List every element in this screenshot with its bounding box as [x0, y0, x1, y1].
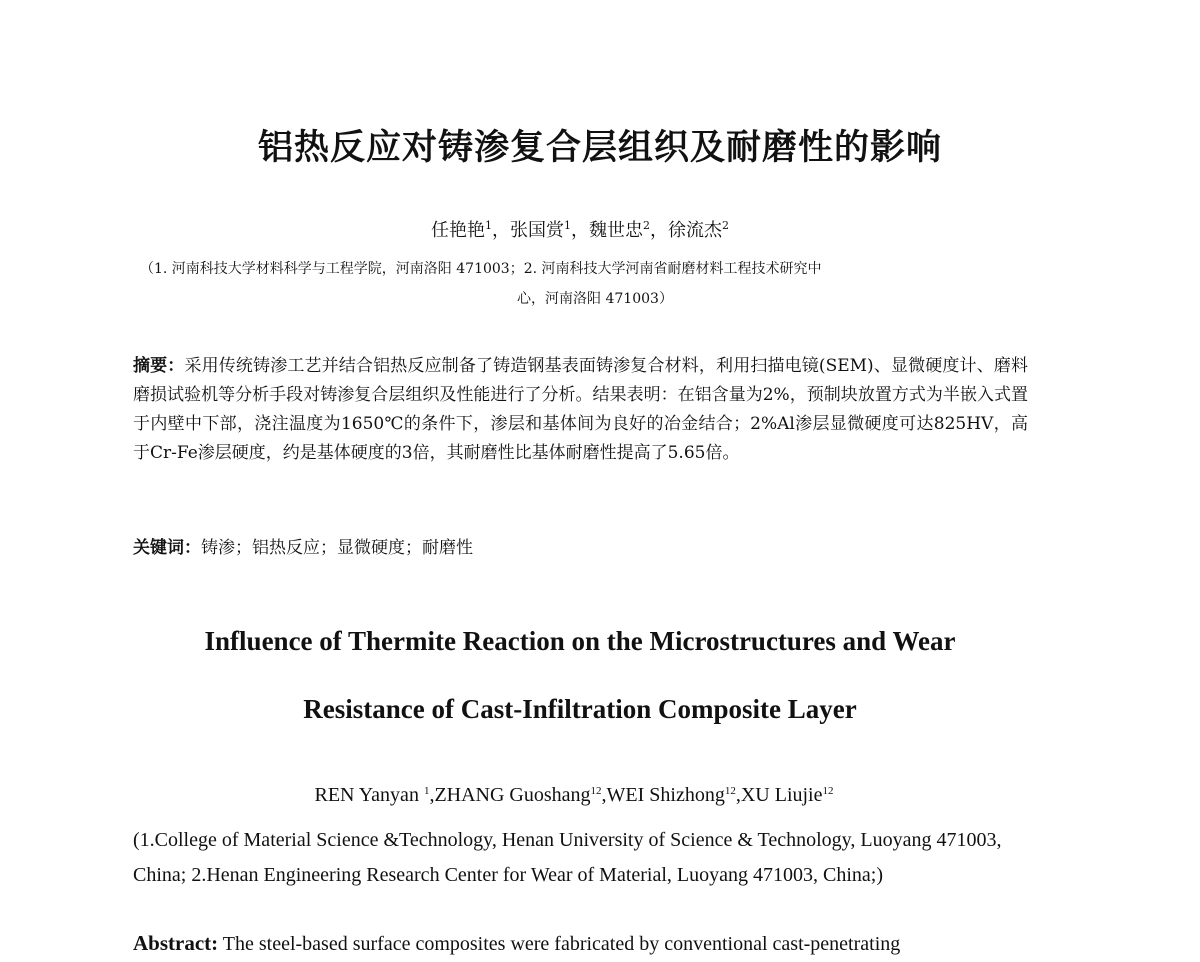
chinese-affiliation-line-1: （1. 河南科技大学材料科学与工程学院，河南洛阳 471003；2. 河南科技大学河南省耐磨材料工程技术研究中 [140, 261, 822, 277]
author-name: WEI Shizhong [606, 784, 725, 806]
english-affiliations: (1.College of Material Science &Technology, Henan University of Science & Technology, Luoyang 471003, China; 2.Henan Engineering Research Center for Wear of Material, Luoyang 471003, China;) [133, 829, 1002, 886]
chinese-affiliation-line-2: 心，河南洛阳 471003） [517, 291, 673, 307]
english-abstract-label: Abstract: [133, 931, 219, 955]
author-name: 徐流杰 [668, 220, 722, 241]
english-author-list [0, 784, 1148, 807]
author-affiliation-mark: 2 [722, 219, 729, 232]
chinese-keywords-text: 铸渗；铝热反应；显微硬度；耐磨性 [201, 538, 473, 558]
author-separator: ， [650, 220, 668, 241]
english-abstract-text: The steel-based surface composites were fabricated by conventional cast-penetrating [218, 933, 901, 955]
author-separator: , [429, 784, 435, 806]
author-name: ZHANG Guoshang [434, 784, 591, 806]
english-abstract [133, 926, 1033, 962]
author-affiliation-mark: 12 [822, 785, 834, 797]
author-name: REN Yanyan [314, 784, 424, 806]
author-affiliation-mark: 1 [423, 785, 430, 797]
chinese-abstract-label: 摘要： [133, 356, 185, 376]
chinese-title: 铝热反应对铸渗复合层组织及耐磨性的影响 [257, 128, 942, 168]
author-affiliation-mark: 12 [590, 785, 602, 797]
english-title-line-2: Resistance of Cast-Infiltration Composite Layer [303, 694, 857, 724]
author-separator: , [735, 784, 741, 806]
chinese-affiliations [140, 254, 1050, 314]
author-name: 张国赏 [510, 220, 564, 241]
english-title-line-1: Influence of Thermite Reaction on the Microstructures and Wear [204, 626, 956, 656]
chinese-abstract-text: 采用传统铸渗工艺并结合铝热反应制备了铸造钢基表面铸渗复合材料，利用扫描电镜(SEM)、显微硬度计、磨料磨损试验机等分析手段对铸渗复合层组织及性能进行了分析。结果表明：在铝含量为2%，预制块放置方式为半嵌入式置于内壁中下部，浇注温度为1650℃的条件下，渗层和基体间为良好的冶金结合；2%Al渗层显微硬度可达825HV，高于Cr-Fe渗层硬度，约是基体硬度的3倍，其耐磨性比基体耐磨性提高了5.65倍。 [133, 356, 1028, 463]
author-name: XU Liujie [740, 784, 823, 806]
author-name: 任艳艳 [431, 220, 485, 241]
author-name: 魏世忠 [589, 220, 643, 241]
author-separator: ， [571, 220, 589, 241]
chinese-keywords-label: 关键词： [133, 538, 201, 558]
chinese-author-list [0, 216, 1160, 242]
author-affiliation-mark: 12 [724, 785, 736, 797]
chinese-abstract [133, 352, 1028, 468]
author-affiliation-mark: 1 [485, 219, 492, 232]
author-separator: , [601, 784, 607, 806]
author-affiliation-mark: 1 [564, 219, 571, 232]
chinese-keywords [133, 533, 1033, 558]
author-separator: ， [492, 220, 510, 241]
author-affiliation-mark: 2 [643, 219, 650, 232]
